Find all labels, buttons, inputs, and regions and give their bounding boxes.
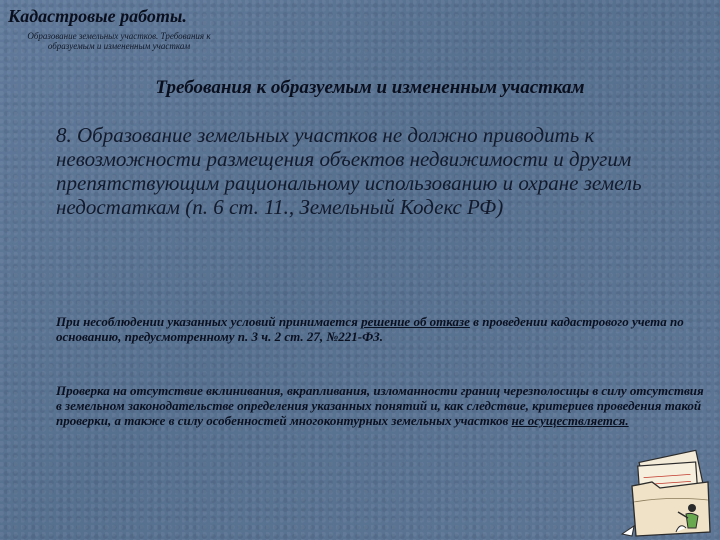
note-check xyxy=(56,383,706,428)
note-refusal xyxy=(56,314,706,344)
header-subtitle: Образование земельных участков. Требования к образуемым и измененным участкам xyxy=(27,31,211,51)
header-title: Кадастровые работы. xyxy=(8,6,187,26)
folders-clipart-icon xyxy=(618,442,718,538)
note-check-part1: Проверка на отсутствие вклинивания, вкрапливания, изломанности границ черезполосицы в силу отсутствия в земельном законодательстве определения указанных понятий и, как следствие, критериев проведения такой проверки, а также в силу особенностей многоконтурных земельных участков xyxy=(56,383,704,428)
slide-heading: Требования к образуемым и измененным участкам xyxy=(155,77,585,98)
note-refusal-underlined: решение об отказе xyxy=(361,314,470,329)
note-check-underlined: не осуществляется. xyxy=(511,413,629,428)
note-refusal-part2: в проведении кадастрового учета по основанию, предусмотренному п. 3 ч. 2 ст. 27, №221-ФЗ. xyxy=(56,314,684,344)
main-paragraph: 8. Образование земельных участков не должно приводить к невозможности размещения объектов недвижимости и другим препятствующим рациональному использованию и охране земель недостаткам (п. 6 ст. 11., Земельный Кодекс РФ) xyxy=(56,123,642,219)
note-refusal-part1: При несоблюдении указанных условий принимается xyxy=(56,314,362,329)
